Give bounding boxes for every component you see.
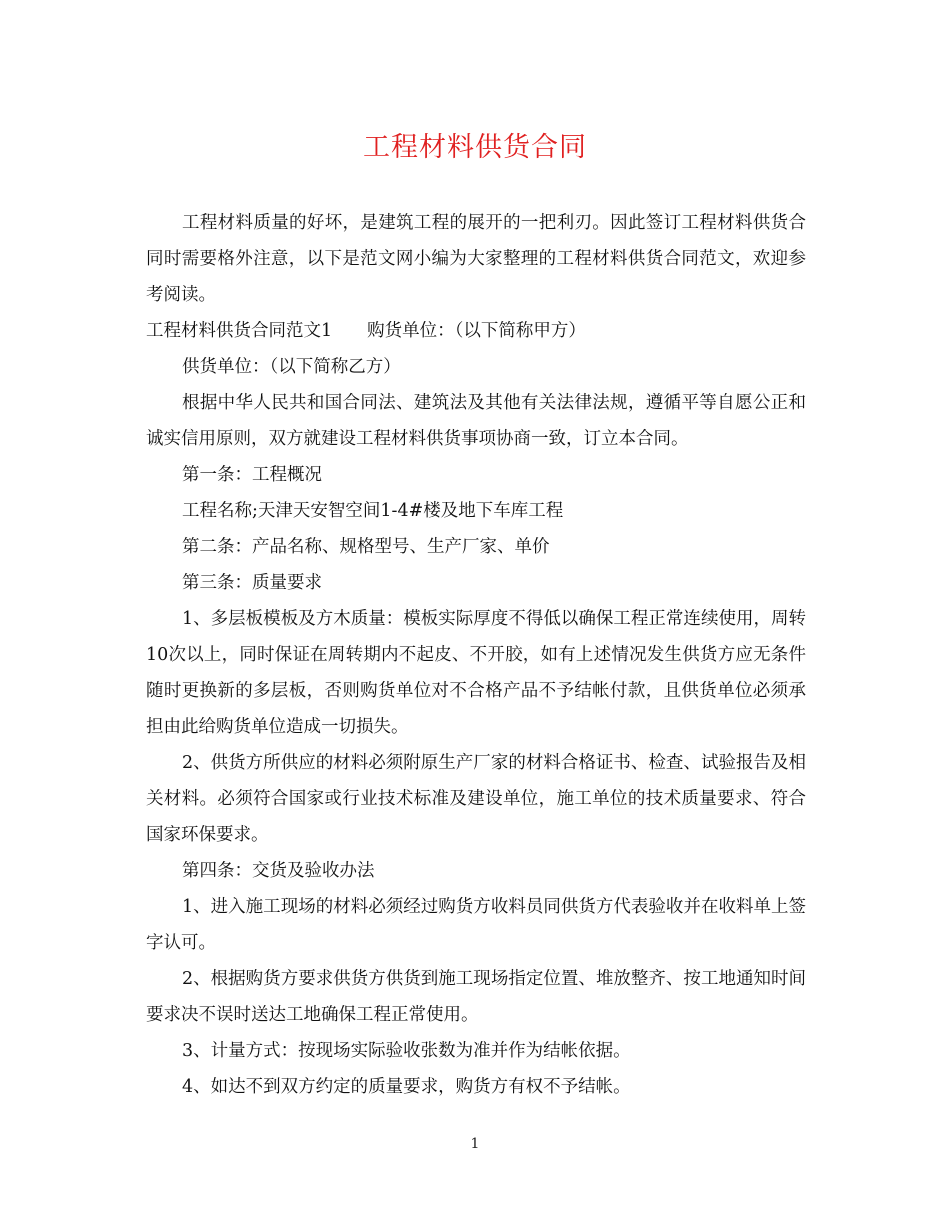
sample-heading-paragraph: 工程材料供货合同范文1 购货单位：（以下简称甲方）: [146, 321, 586, 341]
legal-basis-paragraph: 根据中华人民共和国合同法、建筑法及其他有关法律法规，遵循平等自愿公正和诚实信用原则，双方就建设工程材料供货事项协商一致，订立本合同。: [146, 393, 806, 449]
article-one-heading: 第一条：工程概况: [182, 465, 322, 485]
quality-clause-1: 1、多层板模板及方木质量：模板实际厚度不得低以确保工程正常连续使用，周转10次以上，同时保证在周转期内不起皮、不开胶，如有上述情况发生供货方应无条件随时更换新的多层板，否则购货单位对不合格产品不予结帐付款，且供货单位必须承担由此给购货单位造成一切损失。: [146, 609, 806, 737]
article-four-heading: 第四条：交货及验收办法: [182, 861, 375, 881]
delivery-clause-3: 3、计量方式：按现场实际验收张数为准并作为结帐依据。: [182, 1041, 631, 1061]
delivery-clause-4: 4、如达不到双方约定的质量要求，购货方有权不予结帐。: [182, 1077, 631, 1097]
intro-paragraph: 工程材料质量的好坏，是建筑工程的展开的一把利刃。因此签订工程材料供货合同时需要格外注意，以下是范文网小编为大家整理的工程材料供货合同范文，欢迎参考阅读。: [146, 213, 806, 305]
article-two-heading: 第二条：产品名称、规格型号、生产厂家、单价: [182, 537, 550, 557]
delivery-clause-2: 2、根据购货方要求供货方供货到施工现场指定位置、堆放整齐、按工地通知时间要求决不误时送达工地确保工程正常使用。: [146, 969, 806, 1025]
document-title: 工程材料供货合同: [363, 132, 587, 163]
article-three-heading: 第三条：质量要求: [182, 573, 322, 593]
quality-clause-2: 2、供货方所供应的材料必须附原生产厂家的材料合格证书、检查、试验报告及相关材料。必须符合国家或行业技术标准及建设单位，施工单位的技术质量要求、符合国家环保要求。: [146, 753, 806, 845]
document-body: [146, 205, 806, 1105]
supplier-paragraph: 供货单位：（以下简称乙方）: [182, 357, 401, 377]
delivery-clause-1: 1、进入施工现场的材料必须经过购货方收料员同供货方代表验收并在收料单上签字认可。: [146, 897, 806, 953]
page-number: 1: [470, 1136, 480, 1152]
project-name-paragraph: 工程名称;天津天安智空间1-4#楼及地下车库工程: [182, 501, 564, 521]
